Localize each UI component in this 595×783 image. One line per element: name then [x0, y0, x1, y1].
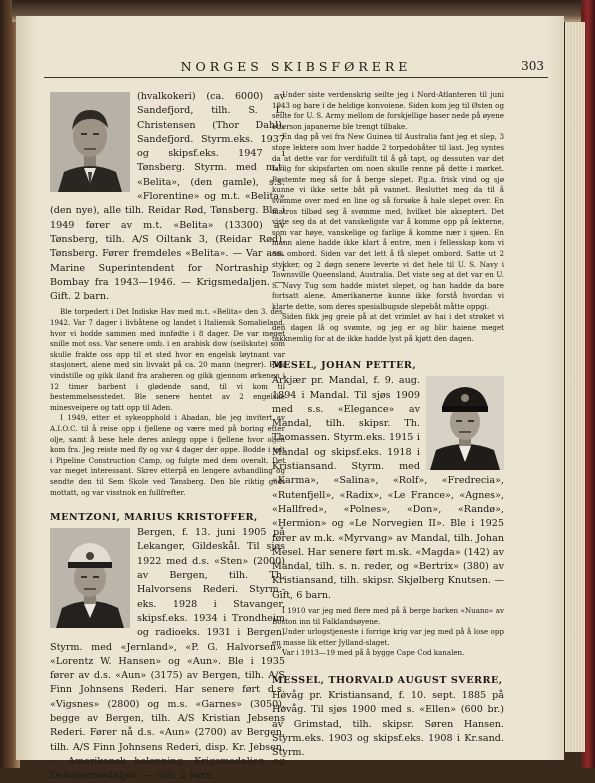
page-number: 303	[521, 59, 544, 73]
portrait-photo-1	[50, 92, 130, 192]
anecdote-paragraph: Under siste verdenskrig seilte jeg i Nord-Atlanteren til juni 1943 og bare i de heldige konvoiene. Siden kom jeg til Østen og seilte for U. S. Army mellom de forskjellige baser nede på øyene etterson japanerne ble trengt tilbake.	[272, 90, 504, 131]
bio-text: Høvåg pr. Kristiansand, f. 10. sept. 1885 på Høvåg. Til sjøs 1900 med s. «Ellen» (600 br.) av Grimstad, tilh. skipsr. Søren Hansen. Styrm.eks. 1903 og skipsf.eks. 1908 i Kr.sand. Styrm.	[272, 689, 504, 759]
anecdote-paragraph: Ble torpedert i Det Indiske Hav med m.t. «Belita» den 3. des. 1942. Var 7 dager i livbåtene og landet i Italiensk Somalieland, hvor vi bodde sammen med innfødte i 8 dager. De var meget snille mot oss. Var senere omb. i en arabisk dow (seilskute) som skulle frakte oss opp til et sted hvor en engelsk løytnant var stasjonert, alene med sin livvakt på ca. 20 mann (negrer). Fikk vindstille og gikk iland fra araberen og gikk gjennom ørkenen i 12 timer barbent i glødende sand, til vi kom til bestemmelsesstedet. Ble senere hentet av 2 engelske minesveipere og tatt opp til Aden.	[50, 307, 285, 412]
anecdote-paragraph: Under urlogstjeneste i forrige krig var jeg med på å lose opp en masse lik etter Jylland-slaget.	[272, 627, 504, 647]
portrait-photo-2	[50, 528, 130, 628]
running-title: NORGES SKIBSFØRERE	[180, 59, 412, 74]
bio-text: (hvalkokeri) (ca. 6000) av Sandefjord, tilh. S. L. Christensen (Thor Dahl), Sandefjord. Styrm.eks. 1937 og skipsf.eks. 1947 i Tønsberg. Styrm. med m.t. «Belita», (den gamle), s.s. «Florentine» og m.t. «Belita» (den nye), alle tilh. Reidar Rød, Tønsberg. Ble i 1949 fører av m.t. «Belita» (13300) av Tønsberg, tilh. A/S Oiltank 3, (Reidar Rød), Tønsberg. Fører fremdeles «Belita». — Var ass. Marine Superintendent for Nortraship i Bombay fra 1943—1946. — Krigsmedaljen. — Gift. 2 barn.	[50, 91, 285, 303]
bio-text: Arkjær pr. Mandal, f. 9. aug. 1894 i Mandal. Til sjøs 1909 med s.s. «Elegance» av Mandal, tilh. skipsr. Th. Thomassen. Styrm.eks. 1915 i Mandal og skipsf.eks. 1918 i Kristiansand. Styrm. med «Karma», «Salina», «Rolf», «Fredrecia», «Rutenfjell», «Radix», «Le France», «Agnes», «Hallfred», «Polnes», «Don», «Randø», «Hermion» og «Le Norvegien II». Ble i 1925 fører av m.k. «Myrvang» av Mandal, tilh. Johan Mesel. Har senere ført m.sk. «Magda» (142) av Mandal, tilh. s. n. reder, og «Bertrix» (380) av Kristiansand, tilh. skipsr. Skjølberg Knutsen. — Gift, 6 barn.	[272, 375, 504, 601]
bio-text: Bergen, f. 13. juni 1905 på Lekanger, Gildeskål. Til sjøs 1922 med d.s. «Sten» (2000) av Bergen, tilh. Th. Halvorsens Rederi. Styrm.-eks. 1928 i Stavanger, skipsf.eks. 1934 i Trondheim og radioeks. 1931 i Bergen. Styrm. med «Jernland», «P. G. Halvorsen», «Lorentz W. Hansen» og «Aun». Ble i 1935 fører av d.s. «Aun» (3175) av Bergen, tilh. A/S Finn Johnsens Rederi. Har senere ført d.s. «Vigsnes» (2800) og m.s. «Garnes» (3050), begge av Bergen, tilh. A/S Kristian Jebsens Rederi. Fører nå d.s. «Aun» (2700) av Bergen, tilh. A/S Finn Johnsens Rederi, disp. Kr. Jebsen. — Amerikansk belønning, Krigsmedaljen og Deltagermedaljen. — Gift. 2 barn.	[50, 527, 285, 782]
portrait-photo-3	[426, 376, 504, 470]
entry-heading: MENTZONI, MARIUS KRISTOFFER,	[50, 512, 258, 524]
anecdote-paragraph: Siden fikk jeg greie på at det vrimlet av hai i det strøket vi den dagen lå og svømte, og jeg er og blir haiene meget takknemlig for at de ikke hadde lyst på kjøtt den dagen.	[272, 312, 504, 343]
running-header	[44, 58, 548, 78]
anecdote-paragraph: Var i 1913—19 med på å bygge Cape Cod kanalen.	[282, 648, 465, 658]
book-page	[16, 16, 564, 782]
anecdote-paragraph: I 1910 var jeg med flere med på å berge barken «Nuano» av Boston inn til Falklandsøyene.	[272, 606, 504, 626]
left-column	[50, 90, 285, 783]
entry-heading: MESSEL, THORVALD AUGUST SVERRE,	[272, 674, 503, 686]
page-edges	[565, 22, 585, 752]
entry-heading: MESEL, JOHAN PETTER,	[272, 360, 417, 372]
anecdote-paragraph: I 1949, etter et sykeopphold i Abadan, ble jeg invitert av A.I.O.C. til å reise opp i fjellene og være med på boring etter olje, samt å bese hele deres anlegg oppe i fjellene hvor oljen kom fra. Jeg reiste med fly og var 4 dager der oppe. Bodde i telt i Pipeline Construction Camp, og fulgte med dem overalt. Det var meget interessant. Skrev etterpå en lengere avhandling og sendte den til Sem Skole ved Tønsberg. Den ble riktig godt mottatt, og var visstnok en fullfrefter.	[50, 413, 285, 497]
anecdote-paragraph: En dag på vei fra New Guinea til Australia fant jeg et slep, 3 store lektere som hver hadde 2 torpedobåter til last. Jeg syntes da at dette var for verdifullt til å gå tapt, og dessuten var det farlig for skipsfarten om noen skulle renne på dette i mørket. Bestemte meg så for å berge slepet. P.g.a. frisk vind og sjø kunne vi ikke sette båt på vannet. Besluttet meg da til å svømme over med en line og så forsøke å hale slepet over. En matros tilbød seg å svømme med, hvilket ble akseptert. Det viste seg da at det vanskeligste var å komme opp på lekterne, som var høye, vanskelige og farlige å komme nær i sjøen. En mann alene hadde ikke klart å entre, men i fellesskap kom vi oss ombord. Siden var det lett å få slepet ombord. Satte ut 2 stykker, og 2 døgn senere leverte vi det hele til U. S. Navy i Townsville Queensland, Australia. Det viste seg at det var en U. S. Navy Tug som hadde mistet slepet, og han hadde da bare fortsatt alene. Amerikanerne kunne ikke forstå hvordan vi klarte dette, som deres spesialbugsde slepebåt måtte oppgi.	[272, 132, 504, 311]
right-column	[272, 90, 504, 760]
